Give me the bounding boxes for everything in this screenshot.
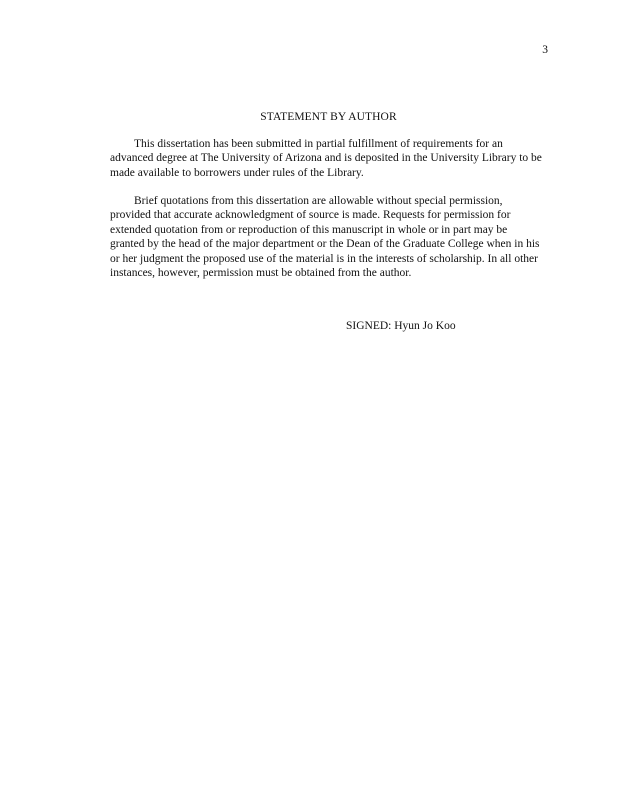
- statement-title: STATEMENT BY AUTHOR: [260, 111, 397, 123]
- author-signature-line: SIGNED: Hyun Jo Koo: [346, 320, 456, 332]
- statement-paragraph-2: Brief quotations from this dissertation are allowable without special permission, provided that accurate acknowledgment of source is made. Requests for permission for extended quotation from or reproduction of this manuscript in whole or in part may be granted by the head of the major department or the Dean of the Graduate College when in his or her judgment the proposed use of the material is in the interests of scholarship. In all other instances, however, permission must be obtained from the author.: [110, 195, 540, 280]
- statement-paragraph-1: This dissertation has been submitted in partial fulfillment of requirements for an advanced degree at The University of Arizona and is deposited in the University Library to be made available to borrowers under rules of the Library.: [110, 138, 542, 179]
- page-number: 3: [542, 44, 548, 56]
